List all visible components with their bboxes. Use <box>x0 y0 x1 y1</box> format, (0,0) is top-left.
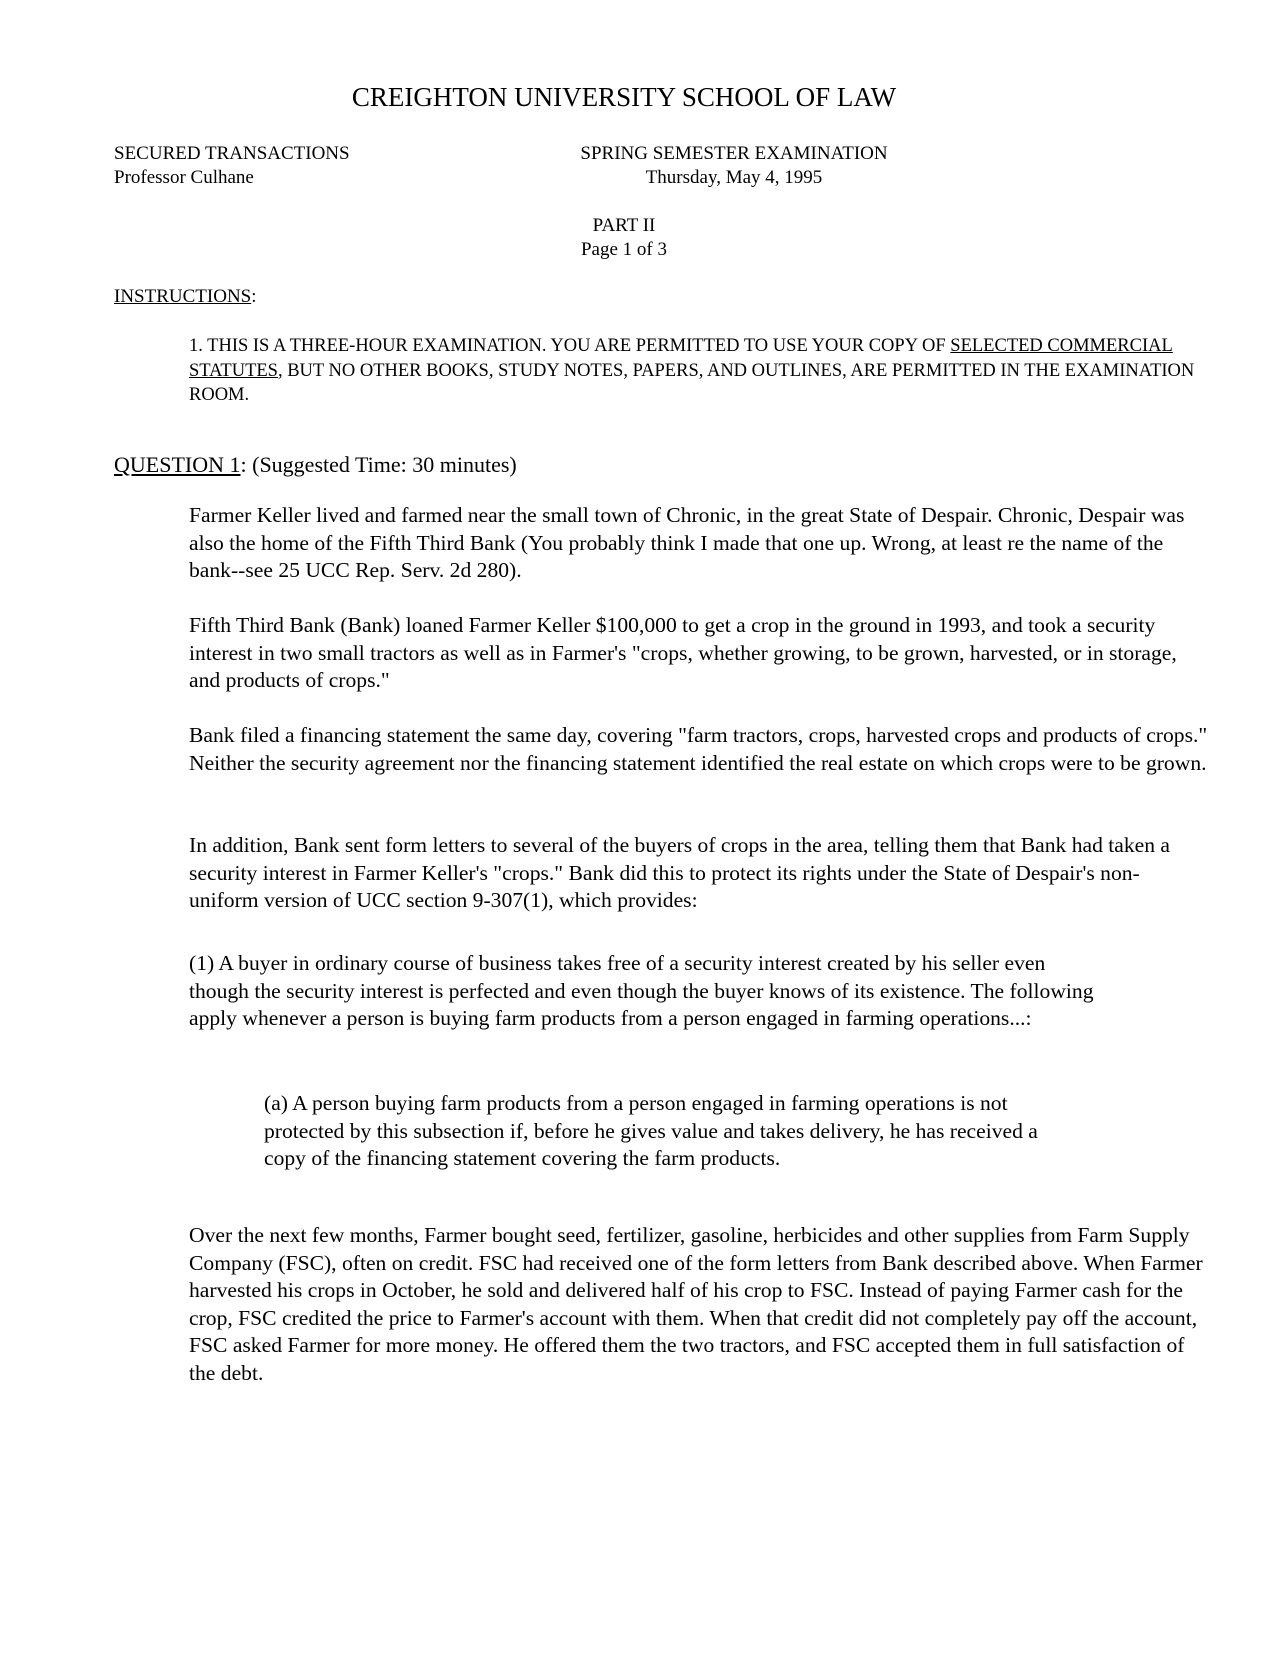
exam-date: Thursday, May 4, 1995 <box>645 167 823 188</box>
question-1-label: QUESTION 1 <box>114 452 241 477</box>
instruction-text-end: , BUT NO OTHER BOOKS, STUDY NOTES, PAPERS, AND OUTLINES, ARE PERMITTED IN THE EXAMINATION ROOM. <box>189 360 1195 405</box>
statute-quote-subsection-1: (1) A buyer in ordinary course of business takes free of a security interest created by his seller even though the security interest is perfected and even though the buyer knows of its existence. The following apply whenever a person is buying farm products from a person engaged in farming operations...: <box>189 951 1094 1031</box>
question-1-paragraph-3: Bank filed a financing statement the same day, covering "farm tractors, crops, harvested crops and products of crops." Neither the security agreement nor the financing statement identified the real estate on which crops were to be grown. <box>189 723 1208 775</box>
course-info <box>114 142 350 190</box>
question-1-paragraph-1: Farmer Keller lived and farmed near the small town of Chronic, in the great State of Despair. Chronic, Despair was also the home of the Fifth Third Bank (You probably think I made that one up. Wrong, at least re the name of the bank--see 25 UCC Rep. Serv. 2d 280). <box>189 503 1185 583</box>
statutes-title: SELECTED COMMERCIAL STATUTES <box>189 336 1173 381</box>
instruction-item-1 <box>114 334 1209 408</box>
page-number: Page 1 of 3 <box>580 239 667 260</box>
instructions-heading <box>114 286 257 308</box>
part-label: PART II <box>592 215 656 236</box>
question-1-heading <box>114 452 517 478</box>
exam-name: SPRING SEMESTER EXAMINATION <box>580 143 888 164</box>
instruction-text-start: 1. THIS IS A THREE-HOUR EXAMINATION. YOU ARE PERMITTED TO USE YOUR COPY OF <box>189 336 946 356</box>
statute-quote-subsection-a: (a) A person buying farm products from a person engaged in farming operations is not protected by this subsection if, before he gives value and takes delivery, he has received a copy of the financing statement covering the farm products. <box>264 1091 1038 1171</box>
question-1-paragraph-5: Over the next few months, Farmer bought seed, fertilizer, gasoline, herbicides and other supplies from Farm Supply Company (FSC), often on credit. FSC had received one of the form letters from Bank described above. When Farmer harvested his crops in October, he sold and delivered half of his crop to FSC. Instead of paying Farmer cash for the crop, FSC credited the price to Farmer's account with them. When that credit did not completely pay off the account, FSC asked Farmer for more money. He offered them the two tractors, and FSC accepted them in full satisfaction of the debt. <box>189 1223 1203 1385</box>
question-1-paragraph-4: In addition, Bank sent form letters to several of the buyers of crops in the area, telling them that Bank had taken a security interest in Farmer Keller's "crops." Bank did this to protect its rights under the State of Despair's non-uniform version of UCC section 9-307(1), which provides: <box>189 833 1171 913</box>
instructions-label: INSTRUCTIONS <box>114 286 252 307</box>
question-1-paragraph-2: Fifth Third Bank (Bank) loaned Farmer Keller $100,000 to get a crop in the ground in 1993, and took a security interest in two small tractors as well as in Farmer's "crops, whether growing, to be grown, harvested, or in storage, and products of crops." <box>189 613 1177 693</box>
instructions-colon: : <box>251 286 257 307</box>
school-title: CREIGHTON UNIVERSITY SCHOOL OF LAW <box>351 82 897 112</box>
part-info <box>114 214 1134 262</box>
course-name: SECURED TRANSACTIONS <box>114 143 350 164</box>
question-1-time: : (Suggested Time: 30 minutes) <box>240 452 517 477</box>
exam-info <box>534 142 934 190</box>
professor-name: Professor Culhane <box>114 167 254 188</box>
